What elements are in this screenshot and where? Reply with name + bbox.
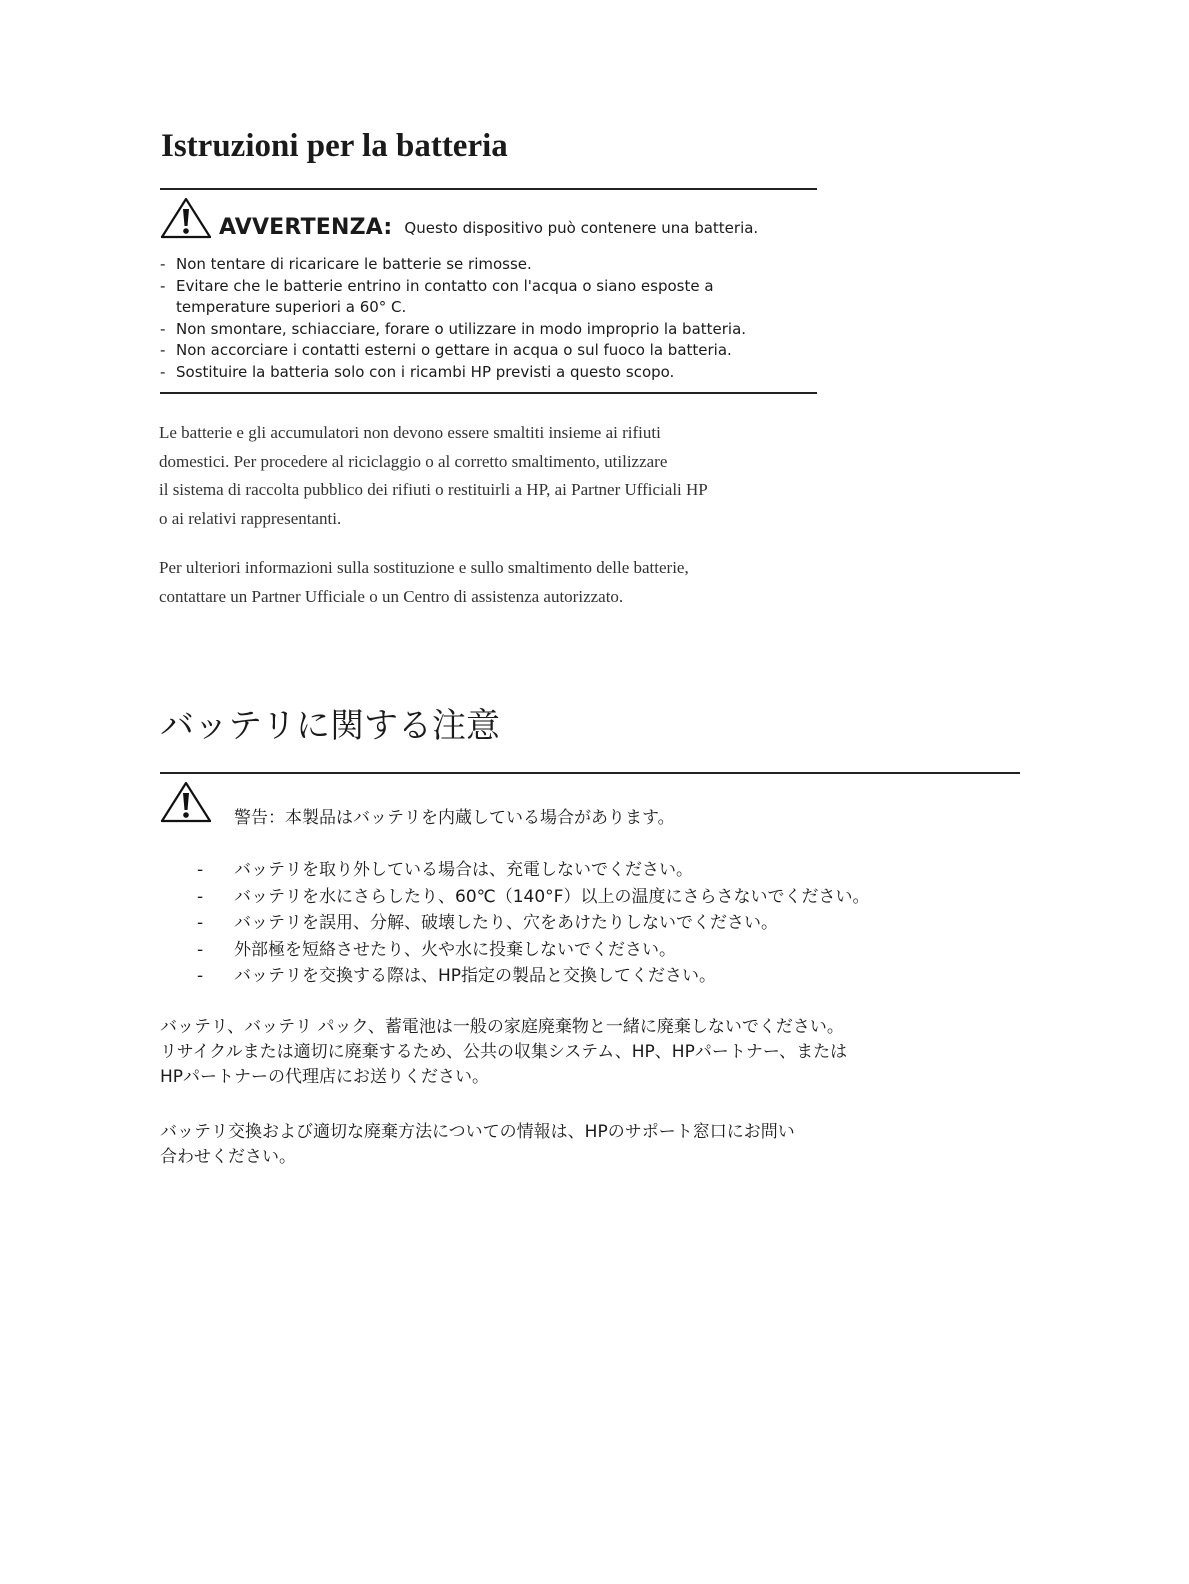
list-item (197, 963, 869, 990)
japanese-disposal-paragraph (160, 1015, 847, 1090)
warning-triangle-icon (160, 196, 212, 240)
japanese-info-paragraph (160, 1120, 795, 1170)
paragraph-line: il sistema di raccolta pubblico dei rifiuti o restituirli a HP, ai Partner Ufficiali HP (159, 480, 708, 499)
list-item-text: バッテリを水にさらしたり、60℃（140°F）以上の温度にさらさないでください。 (234, 886, 870, 907)
italian-title: Istruzioni per la batteria (161, 128, 508, 164)
bullet-dash: - (160, 341, 166, 359)
bullet-dash: - (197, 966, 204, 986)
list-item-text: バッテリを交換する際は、HP指定の製品と交換してください。 (234, 966, 717, 986)
italian-warning-line (219, 212, 758, 245)
paragraph-line: 合わせください。 (160, 1147, 296, 1167)
paragraph-line: contattare un Partner Ufficiale o un Centro di assistenza autorizzato. (159, 586, 624, 606)
italian-info-paragraph (159, 554, 819, 611)
list-item (160, 276, 810, 319)
bullet-dash: - (197, 886, 204, 907)
list-item-text: Sostituire la batteria solo con i ricambi HP previsti a questo scopo. (176, 362, 675, 381)
list-item (197, 937, 869, 964)
list-item (160, 254, 810, 276)
paragraph-line: HPパートナーの代理店にお送りください。 (160, 1067, 490, 1087)
japanese-title: バッテリに関する注意 (160, 706, 500, 746)
list-item-text: バッテリを取り外している場合は、充電しないでください。 (234, 860, 693, 880)
japanese-warning-text: 警告：本製品はバッテリを内蔵している場合があります。 (234, 808, 675, 828)
paragraph-line: バッテリ交換および適切な廃棄方法についての情報は、HPのサポート窓口にお問い (160, 1122, 795, 1142)
italian-warning-label: AVVERTENZA: (219, 215, 393, 240)
bullet-dash: - (160, 319, 166, 338)
bullet-dash: - (197, 860, 204, 880)
italian-warning-text: Questo dispositivo può contenere una batteria. (404, 219, 759, 237)
list-item-text: Non smontare, schiacciare, forare o utilizzare in modo improprio la batteria. (176, 319, 747, 338)
paragraph-line: バッテリ、バッテリ パック、蓄電池は一般の家庭廃棄物と一緒に廃棄しないでください。 (160, 1017, 844, 1037)
list-item (160, 340, 810, 362)
bullet-dash: - (197, 913, 204, 933)
list-item-text: Non accorciare i contatti esterni o gettare in acqua o sul fuoco la batteria. (176, 341, 732, 359)
italian-warning-list (160, 254, 810, 383)
warning-triangle-icon (160, 780, 212, 824)
italian-warning-top-rule (160, 188, 817, 190)
list-item (197, 857, 869, 884)
italian-disposal-paragraph (159, 419, 819, 533)
italian-warning-bottom-rule (160, 392, 817, 394)
paragraph-line: Per ulteriori informazioni sulla sostituzione e sullo smaltimento delle batterie, (159, 558, 689, 577)
bullet-dash: - (160, 255, 166, 273)
bullet-dash: - (160, 276, 166, 295)
paragraph-line: Le batterie e gli accumulatori non devono essere smaltiti insieme ai rifiuti (159, 423, 661, 442)
list-item-text: Evitare che le batterie entrino in contatto con l'acqua o siano esposte a temperature superiori a 60° C. (176, 276, 714, 316)
list-item-text: 外部極を短絡させたり、火や水に投棄しないでください。 (234, 939, 676, 960)
paragraph-line: o ai relativi rappresentanti. (159, 508, 342, 528)
paragraph-line: domestici. Per procedere al riciclaggio o al corretto smaltimento, utilizzare (159, 451, 668, 471)
japanese-warning-list (197, 857, 869, 990)
paragraph-line: リサイクルまたは適切に廃棄するため、公共の収集システム、HP、HPパートナー、または (160, 1042, 848, 1062)
list-item (197, 910, 869, 937)
list-item (197, 884, 869, 911)
list-item (160, 362, 810, 384)
japanese-top-rule (160, 772, 1020, 774)
bullet-dash: - (197, 939, 204, 960)
bullet-dash: - (160, 362, 166, 381)
list-item (160, 319, 810, 341)
list-item-text: バッテリを誤用、分解、破壊したり、穴をあけたりしないでください。 (234, 913, 778, 933)
list-item-text: Non tentare di ricaricare le batterie se rimosse. (176, 255, 532, 273)
